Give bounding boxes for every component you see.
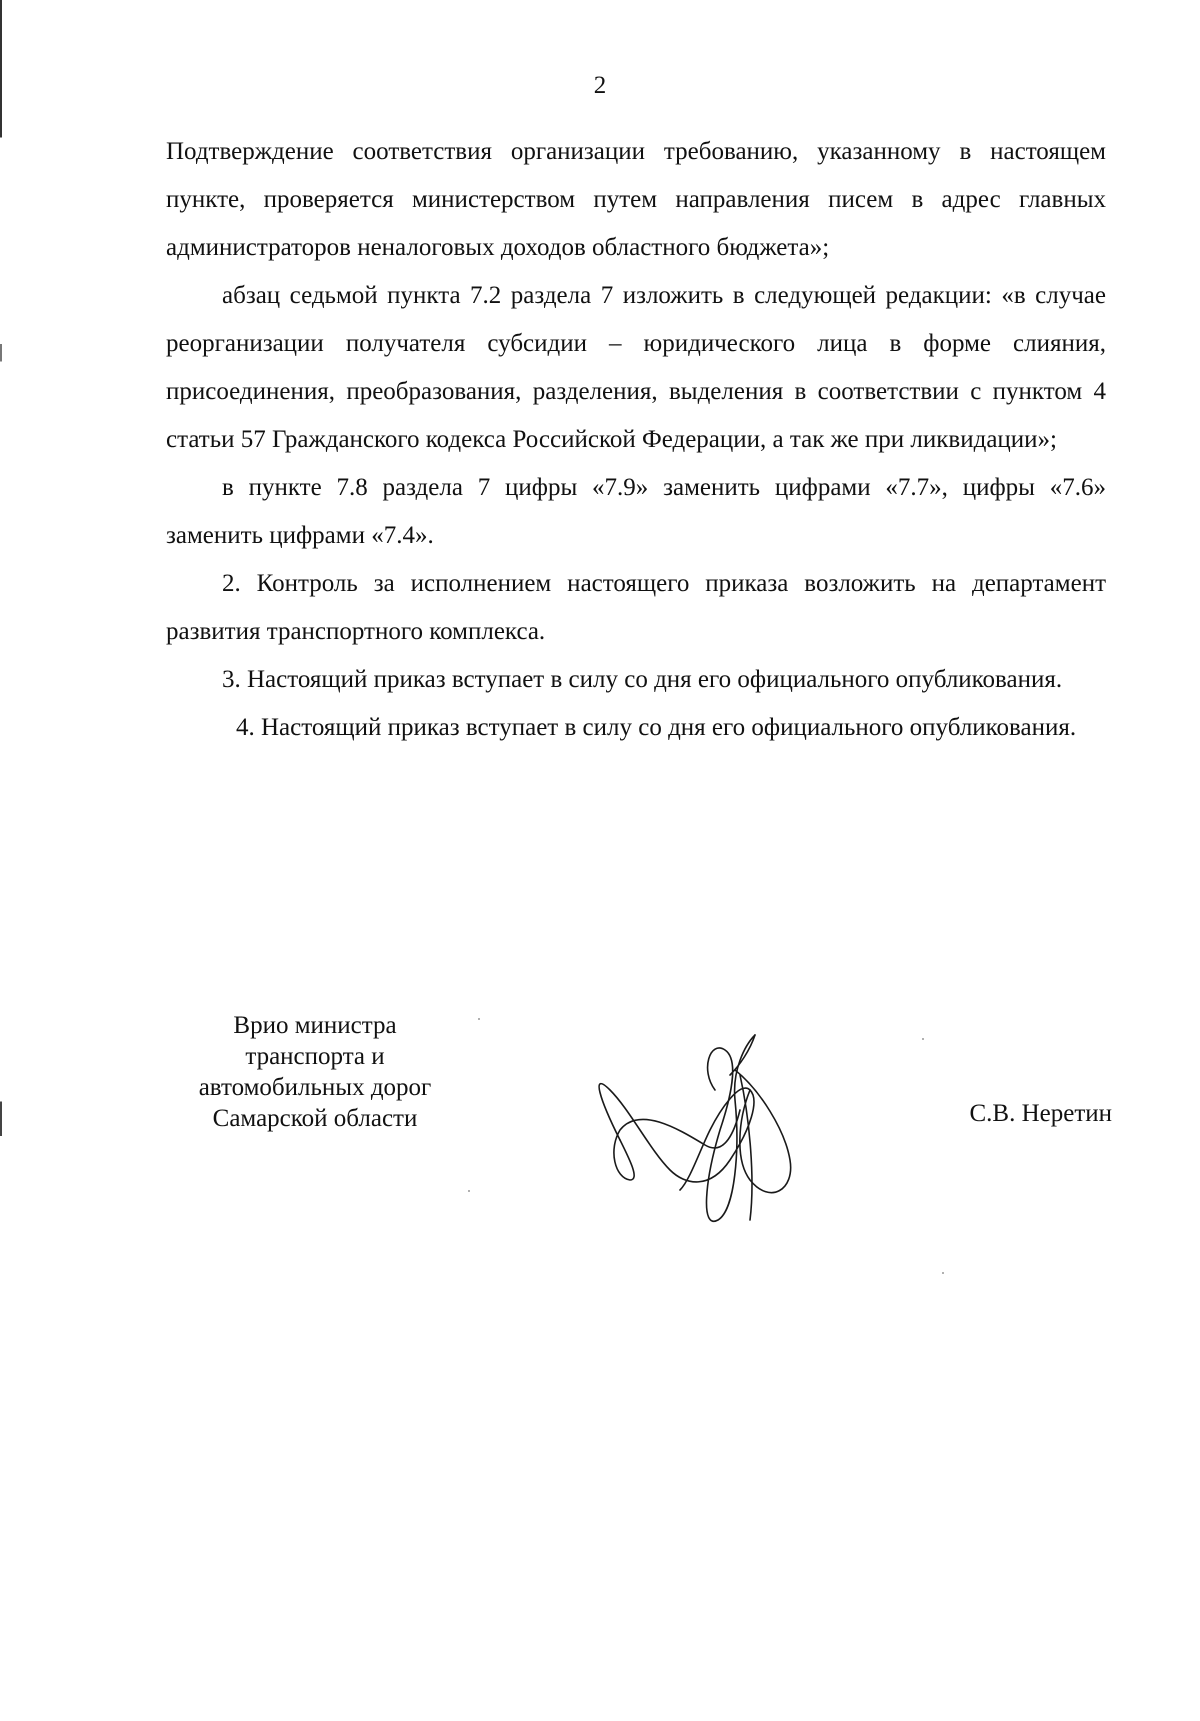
- paragraph-item-4: 4. Настоящий приказ вступает в силу со дня его официального опубликования.: [236, 714, 1077, 741]
- paragraph-section-7-2: абзац седьмой пункта 7.2 раздела 7 изложить в следующей редакции: «в случае реорганизации получателя субсидии – юридического лица в форме слияния, присоединения, преобразования, разделения, выделения в соответствии с пунктом 4 статьи 57 Гражданского кодекса Российской Федерации, а так же при ликвидации»;: [166, 282, 1106, 453]
- signatory-title-line: Самарской области: [212, 1105, 418, 1132]
- scan-speck: [942, 1272, 944, 1274]
- signatory-title: [170, 1010, 460, 1134]
- signatory-title-line: Врио министра: [233, 1012, 397, 1039]
- scan-speck: [922, 1038, 924, 1040]
- paragraph-section-7-8: в пункте 7.8 раздела 7 цифры «7.9» заменить цифрами «7.7», цифры «7.6» заменить цифрами «7.4».: [166, 474, 1106, 549]
- paragraph-item-3: 3. Настоящий приказ вступает в силу со дня его официального опубликования.: [222, 666, 1063, 693]
- signatory-title-line: автомобильных дорог: [198, 1074, 432, 1101]
- scan-edge: [0, 0, 2, 1721]
- handwritten-signature: [590, 1030, 820, 1240]
- scan-speck: [468, 1190, 470, 1192]
- signatory-title-line: транспорта и: [245, 1043, 385, 1070]
- page-number: 2: [593, 72, 607, 99]
- signer-name: С.В. Неретин: [969, 1100, 1112, 1127]
- document-body: [166, 128, 1106, 752]
- scan-speck: [478, 1018, 480, 1020]
- paragraph-item-2: 2. Контроль за исполнением настоящего приказа возложить на департамент развития транспортного комплекса.: [166, 570, 1106, 645]
- paragraph-confirmation: Подтверждение соответствия организации требованию, указанному в настоящем пункте, проверяется министерством путем направления писем в адрес главных администраторов неналоговых доходов областного бюджета»;: [166, 138, 1106, 261]
